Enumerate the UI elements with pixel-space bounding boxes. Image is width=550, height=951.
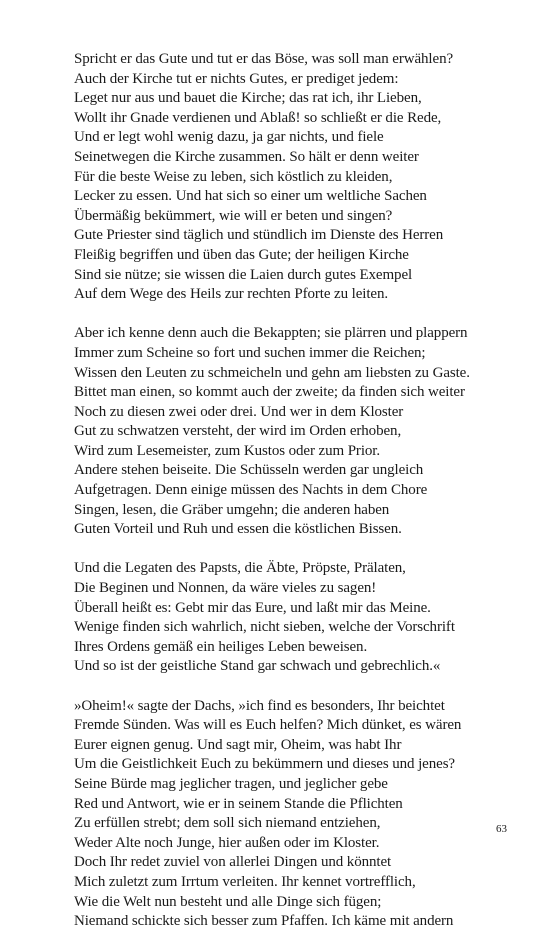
verse-line: Guten Vorteil und Ruh und essen die köstlichen Bissen. (74, 521, 402, 538)
verse-line: Gut zu schwatzen versteht, der wird im Orden erhoben, (74, 423, 402, 440)
verse-line: Für die beste Weise zu leben, sich köstlich zu kleiden, (74, 168, 393, 185)
verse-line: Wollt ihr Gnade verdienen und Ablaß! so schließt er die Rede, (74, 109, 442, 126)
stanza (74, 50, 514, 305)
verse-line: Wissen den Leuten zu schmeicheln und gehn am liebsten zu Gaste. (74, 364, 470, 381)
stanza (74, 559, 514, 677)
verse-line: Mich zuletzt zum Irrtum verleiten. Ihr kennet vortrefflich, (74, 873, 416, 890)
verse-line: Gute Priester sind täglich und stündlich im Dienste des Herren (74, 227, 444, 244)
verse-line: Zu erfüllen strebt; dem soll sich niemand entziehen, (74, 815, 381, 832)
stanza (74, 697, 514, 932)
verse-line: Seine Bürde mag jeglicher tragen, und jeglicher gebe (74, 775, 388, 792)
verse-line: Wird zum Lesemeister, zum Kustos oder zum Prior. (74, 442, 381, 459)
stanza (74, 324, 514, 540)
verse-line: Doch Ihr redet zuviel von allerlei Dingen und könntet (74, 854, 392, 871)
verse-line: Überall heißt es: Gebt mir das Eure, und laßt mir das Meine. (74, 599, 431, 616)
verse-line: Wenige finden sich wahrlich, nicht sieben, welche der Vorschrift (74, 619, 455, 636)
verse-line: Wie die Welt nun besteht und alle Dinge sich fügen; (74, 893, 382, 910)
verse-line: Sind sie nütze; sie wissen die Laien durch gutes Exempel (74, 266, 413, 283)
verse-line: Auch der Kirche tut er nichts Gutes, er prediget jedem: (74, 70, 399, 87)
poem-text (74, 50, 514, 951)
verse-line: Aufgetragen. Denn einige müssen des Nachts in dem Chore (74, 482, 428, 499)
verse-line: Ihres Ordens gemäß ein heiliges Leben beweisen. (74, 638, 368, 655)
verse-line: Aber ich kenne denn auch die Bekappten; sie plärren und plappern (74, 325, 468, 342)
verse-line: Und so ist der geistliche Stand gar schwach und gebrechlich.« (74, 658, 441, 675)
verse-line: Fleißig begriffen und üben das Gute; der heiligen Kirche (74, 246, 409, 263)
verse-line: Immer zum Scheine so fort und suchen immer die Reichen; (74, 344, 426, 361)
verse-line: Noch zu diesen zwei oder drei. Und wer in dem Kloster (74, 403, 404, 420)
verse-line: Auf dem Wege des Heils zur rechten Pforte zu leiten. (74, 286, 389, 303)
verse-line: Seinetwegen die Kirche zusammen. So hält er denn weiter (74, 148, 419, 165)
verse-line: Niemand schickte sich besser zum Pfaffen. Ich käme mit andern (74, 913, 454, 930)
verse-line: Singen, lesen, die Gräber umgehn; die anderen haben (74, 501, 390, 518)
verse-line: Spricht er das Gute und tut er das Böse, was soll man erwählen? (74, 51, 454, 67)
verse-line: Andere stehen beiseite. Die Schüsseln werden gar ungleich (74, 462, 424, 479)
verse-line: Und er legt wohl wenig dazu, ja gar nichts, und fiele (74, 129, 384, 146)
verse-line: »Oheim!« sagte der Dachs, »ich find es besonders, Ihr beichtet (74, 697, 445, 714)
verse-line: Leget nur aus und bauet die Kirche; das rat ich, ihr Lieben, (74, 90, 422, 107)
verse-line: Weder Alte noch Junge, hier außen oder im Kloster. (74, 834, 380, 851)
verse-line: Red und Antwort, wie er in seinem Stande die Pflichten (74, 795, 403, 812)
verse-line: Und die Legaten des Papsts, die Äbte, Pröpste, Prälaten, (74, 560, 406, 577)
verse-line: Um die Geistlichkeit Euch zu bekümmern und dieses und jenes? (74, 756, 455, 773)
verse-line: Eurer eignen genug. Und sagt mir, Oheim, was habt Ihr (74, 736, 402, 753)
verse-line: Bittet man einen, so kommt auch der zweite; da finden sich weiter (74, 384, 465, 401)
verse-line: Lecker zu essen. Und hat sich so einer um weltliche Sachen (74, 188, 427, 205)
verse-line: Fremde Sünden. Was will es Euch helfen? Mich dünket, es wären (74, 717, 462, 734)
page-number: 63 (496, 823, 507, 835)
verse-line: Die Beginen und Nonnen, da wäre vieles zu sagen! (74, 580, 377, 597)
verse-line: Übermäßig bekümmert, wie will er beten und singen? (74, 207, 393, 224)
